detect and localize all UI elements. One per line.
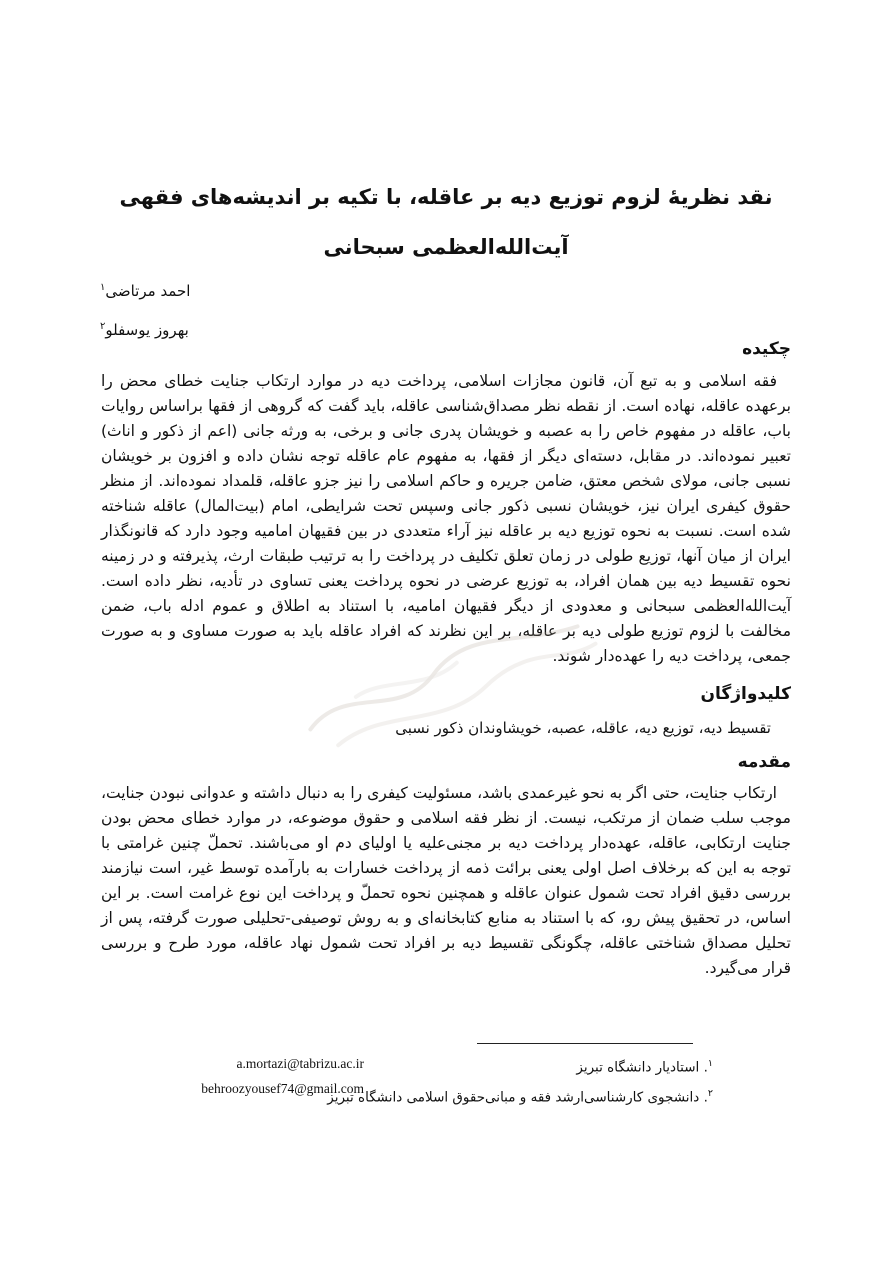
keywords-list: تقسیط دیه، توزیع دیه، عاقله، عصبه، خویشاوندان ذکور نسبی bbox=[395, 719, 771, 737]
author-name-1 bbox=[100, 270, 356, 309]
footnote-separator-line bbox=[477, 1043, 693, 1044]
footnote-1-text: . استادیار دانشگاه تبریز bbox=[576, 1059, 708, 1076]
author-2-footnote-ref: ۲ bbox=[100, 321, 106, 332]
author-1-text: احمد مرتاضی bbox=[105, 282, 191, 300]
author-1-footnote-ref: ۱ bbox=[100, 282, 106, 293]
author-2-text: بهروز یوسفلو bbox=[105, 321, 189, 339]
article-title-line-1: نقد نظریهٔ لزوم توزیع دیه بر عاقله، با تکیه بر اندیشه‌های فقهی bbox=[119, 185, 773, 209]
article-title-line-2: آیت‌الله‌العظمی سبحانی bbox=[323, 235, 569, 259]
footnote-2-marker: ۲ bbox=[707, 1087, 713, 1099]
author-1-email: a.mortazi@tabrizu.ac.ir bbox=[236, 1056, 364, 1071]
author-name-2 bbox=[100, 309, 356, 348]
author-2-email: behroozyousef74@gmail.com bbox=[201, 1081, 364, 1096]
abstract-heading: چکیده bbox=[742, 339, 791, 359]
authors-block bbox=[100, 270, 356, 348]
introduction-heading: مقدمه bbox=[737, 752, 791, 772]
author-emails-block bbox=[100, 1051, 364, 1101]
footnote-2-text: . دانشجوی کارشناسی‌ارشد فقه و مبانی‌حقوق اسلامی دانشگاه تبریز bbox=[327, 1089, 708, 1105]
footnote-1-marker: ۱ bbox=[707, 1058, 713, 1069]
introduction-paragraph: ارتکاب جنایت، حتی اگر به نحو غیرعمدی باشد، مسئولیت کیفری را به دنبال داشته و عدوانی نبودن جنایت، موجب سلب ضمان از مرتکب، نیست. از نظر فقه اسلامی و حقوق موضوعه، در موارد خطای محض بودن جنایت ارتکابی، عاقله، عهده‌دار پرداخت دیه بر مجنی‌علیه یا اولیای دم او می‌باشند. تحملّ چنین غرامتی با توجه به این که برخلاف اصل اولی یعنی برائت ذمه از پرداخت خسارات به بارآمده توسط غیر، است نیازمند بررسی دقیق افراد تحت شمول عنوان عاقله و همچنین نحوه تحملّ و پرداخت این نوع غرامت است. بر این اساس، در تحقیق پیش رو، که با استناد به منابع کتابخانه‌ای و به روش توصیفی-تحلیلی صورت گرفته، پس از تحلیل مصداق شناختی عاقله، چگونگی تقسیط دیه بر افراد تحت شمول نهاد عاقله، مورد طرح و بررسی قرار می‌گیرد. bbox=[101, 784, 791, 977]
keywords-heading: کلیدواژگان bbox=[700, 684, 791, 704]
article-title bbox=[101, 172, 791, 272]
abstract-paragraph: فقه اسلامی و به تبع آن، قانون مجازات اسلامی، پرداخت دیه در موارد ارتکاب جنایت خطای محض را برعهده عاقله، نهاده است. از نقطه نظر مصداق‌شناسی عاقله، باید گفت که گروهی از فقها براساس روایات باب، عاقله در مفهوم خاص را به عصبه و خویشان پدری جانی و برخی، به ورثه جانی (اعم از ذکور و اناث) تعبیر نموده‌اند. در مقابل، دسته‌ای دیگر از فقها، به مفهوم عام عاقله توجه نشان داده و افزون بر خویشان نسبی جانی، مولای شخص معتق، ضامن جریره و حاکم اسلامی را نیز جزو عاقله، قلمداد نموده‌اند. از منظر حقوق کیفری ایران نیز، خویشان نسبی ذکور جانی وسپس تحت شرایطی، امام (بیت‌المال) عاقله شناخته شده است. نسبت به نحوه توزیع دیه بر عاقله نیز آراء متعددی در بین فقیهان امامیه وجود دارد که قانونگذار ایران از میان آنها، توزیع طولی در زمان تعلق تکلیف در پرداخت را به ترتیب طبقات ارث، پذیرفته و در زمینه نحوه تقسیط دیه بین همان افراد، به توزیع عرضی در نحوه پرداخت یعنی تساوی در تأدیه، نظر داده است. آیت‌الله‌العظمی سبحانی و معدودی از دیگر فقیهان امامیه، با استناد به اطلاق و عموم ادله باب، ضمن مخالفت با لزوم توزیع طولی دیه بر عاقله، بر این نظرند که افراد عاقله باید به صورت مساوی و به صورت جمعی، پرداخت دیه را عهده‌دار شوند. bbox=[101, 372, 791, 665]
